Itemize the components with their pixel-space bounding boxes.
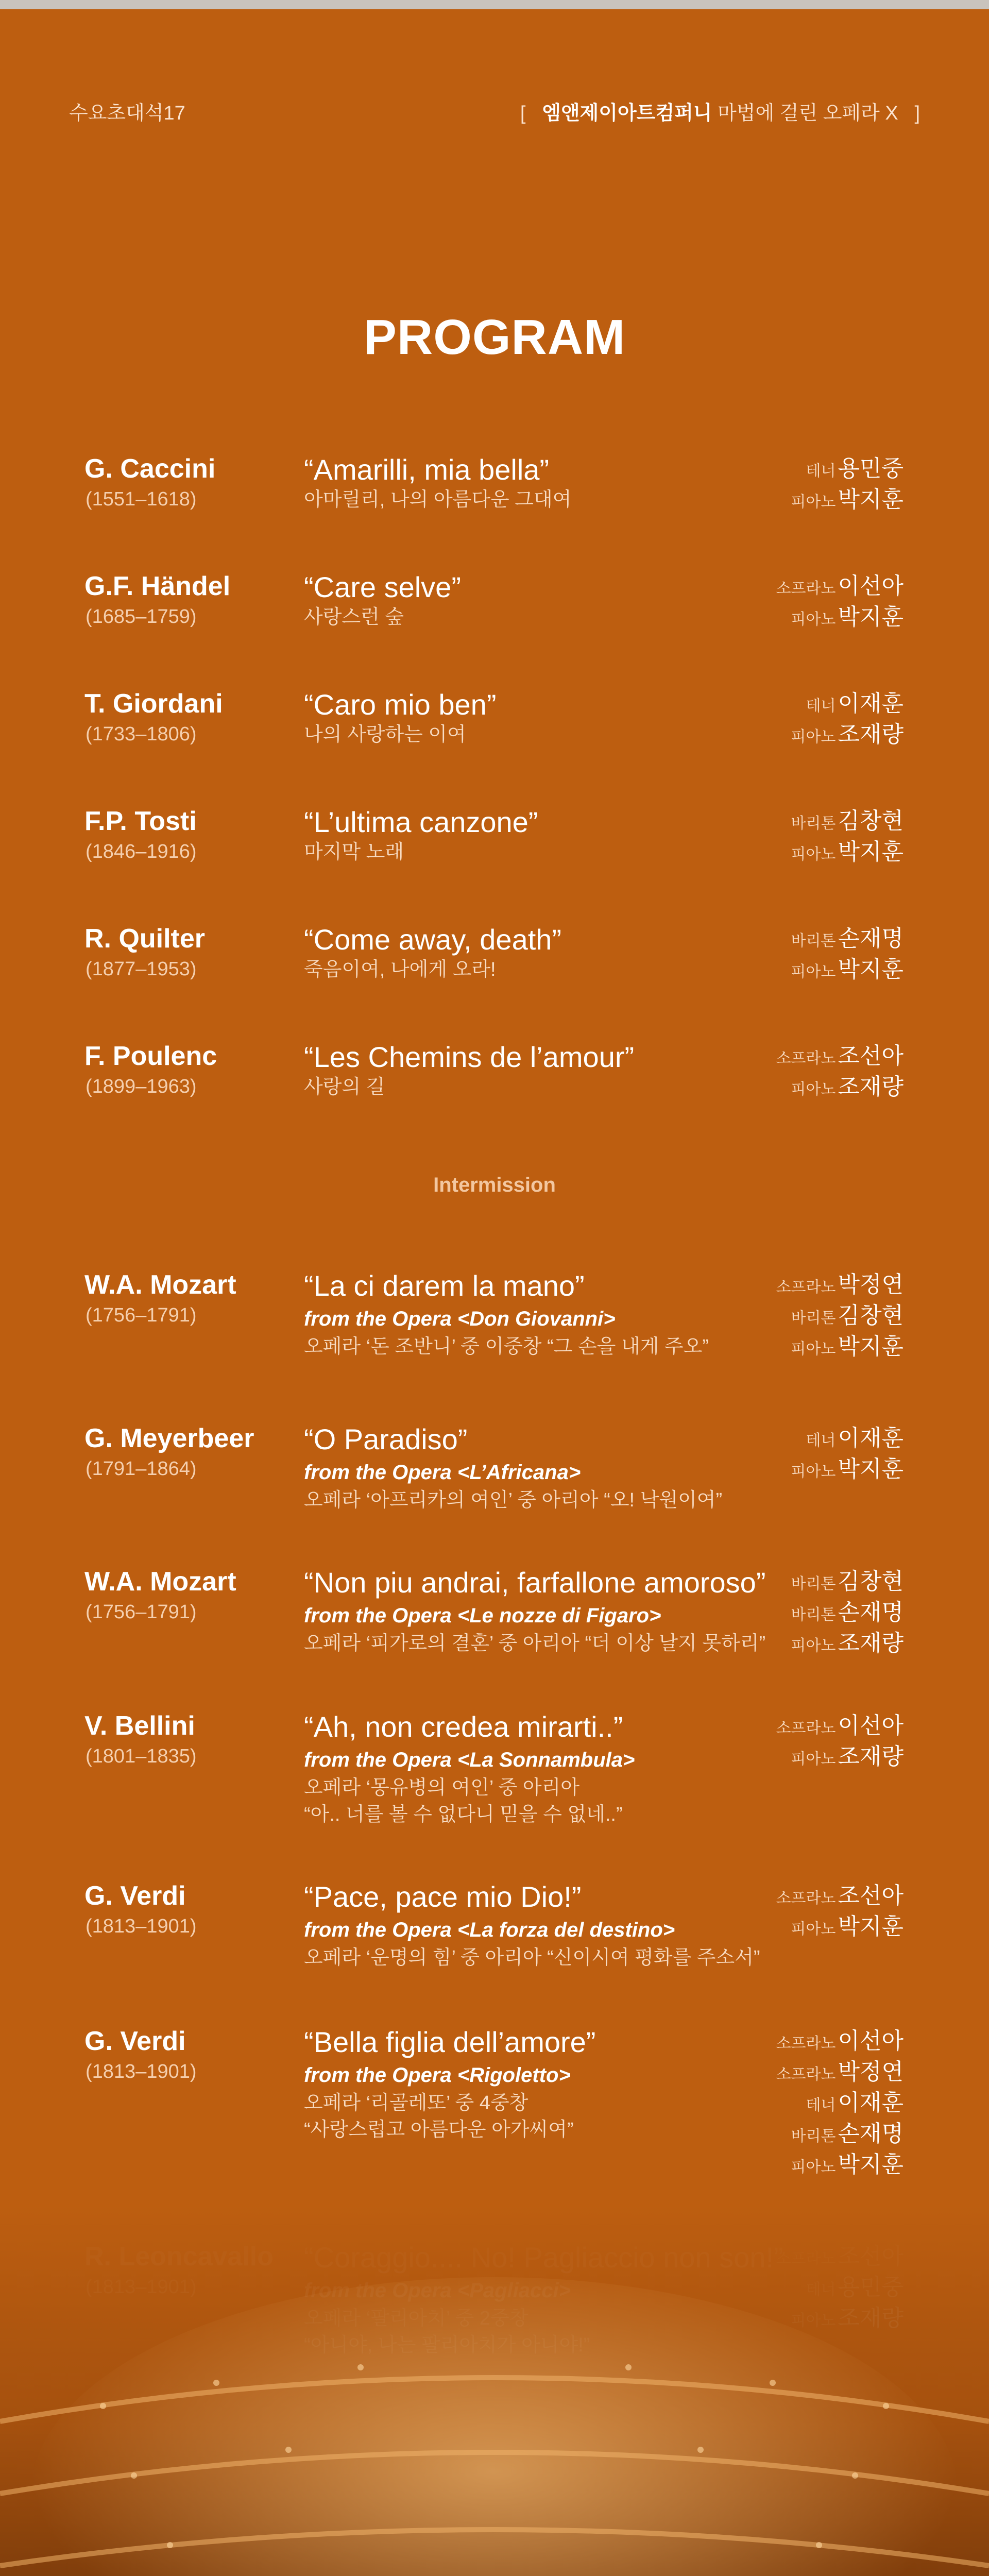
composer-years: (1899–1963)	[86, 1076, 197, 1097]
performer-list	[776, 1041, 903, 1103]
performer-name: 김창현	[838, 808, 903, 834]
performer-list	[776, 1710, 903, 1772]
composer-years: (1733–1806)	[86, 723, 197, 745]
performer-list	[791, 1566, 903, 1659]
opera-source: from the Opera <L’Africana>	[304, 1461, 581, 1484]
performer-role: 피아노	[791, 1637, 836, 1654]
performer-role: 테너	[806, 2097, 836, 2114]
composer-name: F. Poulenc	[84, 1041, 217, 1071]
performer-name: 김창현	[838, 1303, 903, 1328]
opera-source: from the Opera <La Sonnambula>	[304, 1749, 635, 1771]
performer	[791, 923, 903, 954]
performer	[791, 1597, 903, 1628]
performer-name: 손재명	[838, 2121, 903, 2146]
performer	[776, 1300, 903, 1331]
work-title: “Amarilli, mia bella”	[304, 453, 550, 486]
work-title: “Pace, pace mio Dio!”	[304, 1880, 582, 1913]
composer-years: (1813–1901)	[86, 2061, 197, 2082]
performer-list	[791, 1423, 903, 1485]
performer	[791, 688, 903, 719]
composer-name: T. Giordani	[84, 689, 223, 719]
performer-list	[791, 688, 903, 750]
performer-role: 테너	[806, 463, 836, 480]
concert-title	[520, 97, 920, 125]
performer-role: 바리톤	[791, 1575, 836, 1592]
korean-title: 오페라 ‘몽유병의 여인’ 중 아리아	[304, 1777, 579, 1799]
performer-name: 조재량	[838, 1074, 903, 1099]
work-title: “O Paradiso”	[304, 1423, 468, 1455]
performer	[776, 2088, 903, 2119]
performer	[791, 1423, 903, 1454]
composer-years: (1801–1835)	[86, 1745, 197, 1767]
work-info	[304, 1880, 798, 1971]
work-info	[304, 1423, 798, 1514]
composer-name: G. Verdi	[84, 2026, 186, 2056]
performer-role: 피아노	[791, 494, 836, 511]
composer-years: (1756–1791)	[86, 1601, 197, 1623]
composer-years: (1685–1759)	[86, 606, 197, 628]
performer-role: 소프라노	[776, 1720, 836, 1737]
work-title: “Come away, death”	[304, 923, 562, 956]
composer-name: G. Meyerbeer	[84, 1423, 254, 1453]
performer	[776, 2026, 903, 2057]
performer-name: 손재명	[838, 926, 903, 951]
work-info	[304, 1269, 798, 1360]
performer-list	[776, 1269, 903, 1362]
performer-role: 바리톤	[791, 933, 836, 950]
performer-role: 테너	[806, 1432, 836, 1449]
composer-name: G. Verdi	[84, 1881, 186, 1911]
performer	[791, 837, 903, 868]
work-info	[304, 1710, 798, 1828]
composer-years: (1813–1901)	[86, 1916, 197, 1937]
performer	[791, 954, 903, 985]
company-name: 엠앤제이아트컴퍼니	[542, 103, 712, 124]
performer-role: 바리톤	[791, 2128, 836, 2145]
intermission-label: Intermission	[433, 1174, 556, 1196]
performer-list	[776, 2026, 903, 2180]
performer-role: 피아노	[791, 1463, 836, 1480]
performer-name: 조재량	[838, 1744, 903, 1769]
performer-name: 박지훈	[838, 1456, 903, 1482]
performer-role: 테너	[806, 698, 836, 715]
performer-name: 이선아	[838, 2028, 903, 2054]
performer	[776, 602, 903, 633]
composer-years: (1791–1864)	[86, 1458, 197, 1480]
work-info	[304, 806, 798, 866]
performer-role: 소프라노	[776, 2035, 836, 2052]
performer-name: 김창현	[838, 1569, 903, 1594]
performer-role: 소프라노	[776, 1279, 836, 1296]
performer	[776, 2149, 903, 2180]
performer-role: 소프라노	[776, 2066, 836, 2083]
performer-name: 조선아	[838, 1883, 903, 1908]
performer-role: 피아노	[791, 728, 836, 745]
performer-role: 피아노	[791, 963, 836, 980]
performer-name: 박정연	[838, 1272, 903, 1297]
work-title: “Les Chemins de l’amour”	[304, 1041, 635, 1073]
performer-role: 피아노	[791, 2159, 836, 2176]
composer-years: (1756–1791)	[86, 1304, 197, 1326]
performer	[776, 1041, 903, 1072]
performer-name: 박지훈	[838, 604, 903, 630]
composer-years: (1846–1916)	[86, 841, 197, 862]
composer-name: W.A. Mozart	[84, 1567, 236, 1597]
work-title: “Non piu andrai, farfallone amoroso”	[304, 1566, 766, 1599]
performer-role: 피아노	[791, 1341, 836, 1358]
performer-name: 박지훈	[838, 957, 903, 982]
performer	[776, 1331, 903, 1362]
performer-role: 소프라노	[776, 1890, 836, 1907]
performer-name: 박지훈	[838, 1914, 903, 1939]
korean-title: “아.. 너를 볼 수 없다니 믿을 수 없네..”	[304, 1804, 623, 1825]
performer	[791, 1566, 903, 1597]
performer-list	[776, 1880, 903, 1942]
performer	[791, 1628, 903, 1659]
work-info	[304, 1041, 798, 1100]
performer-role: 피아노	[791, 1081, 836, 1098]
composer-name: G.F. Händel	[84, 571, 231, 601]
bracket-close: ]	[914, 103, 920, 124]
performer-name: 조선아	[838, 1043, 903, 1069]
opera-house-illustration	[0, 2205, 989, 2576]
work-info	[304, 1566, 798, 1657]
korean-title: 오페라 ‘아프리카의 여인’ 중 아리아 “오! 낙원이여”	[304, 1489, 723, 1511]
performer	[776, 1741, 903, 1772]
korean-title: 사랑의 길	[304, 1076, 385, 1098]
performer-name: 이재훈	[838, 2090, 903, 2115]
performer-role: 소프라노	[776, 580, 836, 597]
performer-name: 이재훈	[838, 1426, 903, 1451]
performer-list	[791, 453, 903, 515]
composer-years: (1877–1953)	[86, 958, 197, 980]
performer	[776, 2057, 903, 2088]
performer	[791, 719, 903, 750]
series-label: 수요초대석17	[69, 103, 185, 124]
work-title: “Ah, non credea mirarti..”	[304, 1710, 623, 1743]
work-title: “Caro mio ben”	[304, 688, 497, 721]
page-title: PROGRAM	[363, 310, 626, 365]
korean-title: 마지막 노래	[304, 841, 404, 863]
performer-name: 박지훈	[838, 1334, 903, 1359]
composer-name: V. Bellini	[84, 1711, 195, 1741]
work-info	[304, 688, 798, 748]
performer	[776, 1880, 903, 1911]
performer-role: 바리톤	[791, 1606, 836, 1623]
performer-list	[776, 571, 903, 633]
performer	[776, 1072, 903, 1103]
work-info	[304, 2026, 798, 2143]
performer	[791, 453, 903, 484]
korean-title: “사랑스럽고 아름다운 아가씨여”	[304, 2119, 574, 2141]
performer-name: 박지훈	[838, 2152, 903, 2177]
performer-role: 피아노	[791, 846, 836, 863]
performer-list	[791, 806, 903, 868]
opera-source: from the Opera <Don Giovanni>	[304, 1308, 616, 1330]
performer-name: 이재훈	[838, 691, 903, 716]
performer-role: 피아노	[791, 1921, 836, 1938]
composer-name: G. Caccini	[84, 454, 216, 484]
work-title: “Bella figlia dell’amore”	[304, 2026, 596, 2058]
performer	[776, 571, 903, 602]
performer-role: 바리톤	[791, 1310, 836, 1327]
korean-title: 오페라 ‘피가로의 결혼’ 중 아리아 “더 이상 날지 못하리”	[304, 1633, 766, 1654]
performer	[776, 1710, 903, 1741]
work-info	[304, 453, 798, 513]
performer-name: 이선아	[838, 573, 903, 599]
opera-source: from the Opera <Le nozze di Figaro>	[304, 1604, 661, 1627]
composer-name: F.P. Tosti	[84, 806, 197, 836]
composer-years: (1551–1618)	[86, 488, 197, 510]
korean-title: 나의 사랑하는 이여	[304, 724, 466, 745]
work-info	[304, 923, 798, 983]
korean-title: 죽음이여, 나에게 오라!	[304, 959, 496, 980]
performer-name: 박지훈	[838, 839, 903, 865]
performer	[791, 1454, 903, 1485]
korean-title: 사랑스런 숲	[304, 606, 404, 628]
performer-name: 조재량	[838, 1631, 903, 1656]
performer-name: 손재명	[838, 1600, 903, 1625]
korean-title: 오페라 ‘리골레또’ 중 4중창	[304, 2092, 528, 2114]
top-border	[0, 0, 989, 9]
performer-role: 피아노	[791, 611, 836, 628]
performer	[776, 1911, 903, 1942]
work-info	[304, 571, 798, 631]
performer-name: 이선아	[838, 1713, 903, 1738]
korean-title: 오페라 ‘돈 조반니’ 중 이중창 “그 손을 내게 주오”	[304, 1336, 709, 1358]
korean-title: 아마릴리, 나의 아름다운 그대여	[304, 489, 572, 511]
performer-role: 피아노	[791, 1751, 836, 1768]
opera-source: from the Opera <Rigoletto>	[304, 2064, 571, 2087]
work-title: “L’ultima canzone”	[304, 806, 538, 838]
performer	[791, 806, 903, 837]
work-title: “La ci darem la mano”	[304, 1269, 585, 1302]
performer-name: 조재량	[838, 722, 903, 747]
performer-role: 바리톤	[791, 815, 836, 832]
performer	[791, 484, 903, 515]
korean-title: 오페라 ‘운명의 힘’ 중 아리아 “신이시여 평화를 주소서”	[304, 1947, 760, 1969]
performer-role: 소프라노	[776, 1050, 836, 1067]
performer-list	[791, 923, 903, 985]
performer-name: 박정연	[838, 2059, 903, 2084]
composer-name: W.A. Mozart	[84, 1270, 236, 1300]
concert-subtitle: 마법에 걸린 오페라 X	[718, 103, 898, 124]
performer	[776, 2119, 903, 2149]
composer-name: R. Quilter	[84, 924, 206, 954]
performer-name: 박지훈	[838, 487, 903, 512]
bracket-open: [	[520, 103, 526, 124]
performer	[776, 1269, 903, 1300]
opera-source: from the Opera <La forza del destino>	[304, 1919, 675, 1941]
work-title: “Care selve”	[304, 571, 461, 603]
performer-name: 용민중	[838, 456, 903, 481]
